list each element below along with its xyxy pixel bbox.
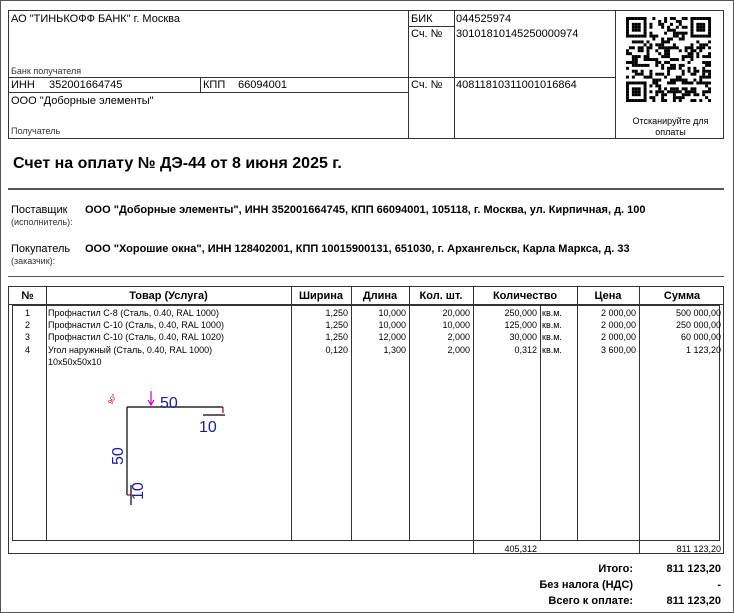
bik-label: БИК [411, 13, 433, 25]
row-length: 1,300 [383, 345, 406, 355]
footer-sum: 811 123,20 [676, 544, 721, 554]
bank-details-table [8, 10, 724, 139]
row-qty: 2,000 [447, 345, 470, 355]
dimension-side-return: 10 [130, 482, 147, 500]
row-price: 2 000,00 [600, 320, 636, 330]
row-sum: 60 000,00 [680, 332, 721, 342]
row-length: 10,000 [378, 308, 406, 318]
divider [454, 11, 455, 138]
buyer-sub: (заказчик): [11, 256, 56, 266]
row-item: Угол наружный (Сталь, 0.40, RAL 1000) [48, 345, 213, 355]
row-amount: 125,000 [504, 320, 537, 330]
row-unit: кв.м. [542, 308, 562, 318]
account-value: 40811810311001016864 [456, 79, 577, 91]
goods-table [8, 286, 724, 554]
dimension-top-flange: 50 [160, 395, 178, 412]
row-length: 10,000 [378, 320, 406, 330]
inn-label: ИНН [11, 79, 35, 91]
divider [408, 26, 454, 27]
row-qty: 10,000 [442, 320, 470, 330]
title-divider [8, 188, 724, 190]
row-unit: кв.м. [542, 345, 562, 355]
recipient-caption: Получатель [11, 126, 61, 136]
bank-name: АО "ТИНЬКОФФ БАНК" г. Москва [11, 13, 180, 25]
qr-caption-line-2: оплаты [655, 127, 686, 137]
divider [408, 77, 615, 78]
row-sum: 250 000,00 [675, 320, 721, 330]
row-number: 1 [24, 308, 30, 318]
total-value: 811 123,20 [666, 563, 721, 575]
divider [408, 11, 409, 138]
divider [200, 77, 201, 92]
dimension-side-flange: 50 [110, 447, 127, 465]
row-number: 4 [24, 345, 30, 355]
qr-code-icon[interactable] [626, 17, 711, 102]
inn-value: 352001664745 [49, 79, 123, 91]
footer-amount: 405,312 [504, 544, 537, 554]
vat-label: Без налога (НДС) [539, 579, 633, 591]
supplier-value: ООО "Доборные элементы", ИНН 352001664745, КПП 66094001, 105118, г. Москва, ул. Кирпичная, д. 100 [85, 204, 646, 216]
buyer-label: Покупатель [11, 243, 71, 255]
angle-label: 90° [107, 393, 119, 406]
dimension-top-return: 10 [199, 419, 217, 436]
col-header-item: Товар (Услуга) [129, 290, 208, 302]
col-header-width: Ширина [298, 290, 344, 302]
invoice-title: Счет на оплату № ДЭ-44 от 8 июня 2025 г. [13, 155, 342, 172]
kpp-value: 66094001 [238, 79, 287, 91]
account-label: Сч. № [411, 79, 443, 91]
divider [9, 92, 408, 93]
col-header-price: Цена [594, 290, 622, 302]
col-header-number: № [21, 290, 34, 302]
profile-drawing [93, 377, 243, 507]
recipient-name: ООО "Доборные элементы" [11, 95, 154, 107]
row-amount: 0,312 [514, 345, 537, 355]
row-qty: 20,000 [442, 308, 470, 318]
parties-divider [8, 276, 724, 277]
corr-account-value: 30101810145250000974 [456, 28, 579, 40]
total-label: Итого: [598, 563, 633, 575]
col-header-amount: Количество [492, 290, 558, 302]
row-sum: 1 123,20 [685, 345, 721, 355]
col-header-sum: Сумма [663, 290, 701, 302]
supplier-label: Поставщик [11, 204, 68, 216]
row-width: 1,250 [325, 320, 348, 330]
col-divider [46, 287, 47, 541]
row-width: 1,250 [325, 308, 348, 318]
col-header-length: Длина [362, 290, 398, 302]
col-divider [540, 305, 541, 541]
qr-caption-line-1: Отсканируйте для [632, 116, 709, 126]
buyer-value: ООО "Хорошие окна", ИНН 128402001, КПП 10015900131, 651030, г. Архангельск, Карла Маркса, д. 33 [85, 243, 630, 255]
row-sum: 500 000,00 [675, 308, 721, 318]
row-price: 2 000,00 [600, 332, 636, 342]
row-item: Профнастил С-8 (Сталь, 0.40, RAL 1000) [48, 308, 219, 318]
grand-total-label: Всего к оплате: [548, 595, 633, 607]
col-header-qty: Кол. шт. [419, 290, 463, 302]
header-divider [9, 304, 723, 305]
row-qty: 2,000 [447, 332, 470, 342]
supplier-sub: (исполнитель): [11, 217, 73, 227]
row-item: Профнастил С-10 (Сталь, 0.40, RAL 1000) [48, 320, 224, 330]
row-unit: кв.м. [542, 320, 562, 330]
bik-value: 044525974 [456, 13, 512, 25]
row-width: 1,250 [325, 332, 348, 342]
row-number: 3 [24, 332, 30, 342]
row-amount: 250,000 [504, 308, 537, 318]
row-amount: 30,000 [509, 332, 537, 342]
row-price: 3 600,00 [600, 345, 636, 355]
row-unit: кв.м. [542, 332, 562, 342]
row-width: 0,120 [325, 345, 348, 355]
kpp-label: КПП [203, 79, 226, 91]
row-item-dimensions: 10x50x50x10 [48, 357, 102, 367]
row-item: Профнастил С-10 (Сталь, 0.40, RAL 1020) [48, 332, 224, 342]
row-number: 2 [24, 320, 30, 330]
corr-account-label: Сч. № [411, 28, 443, 40]
bank-caption: Банк получателя [11, 66, 82, 76]
divider [9, 77, 408, 78]
row-price: 2 000,00 [600, 308, 636, 318]
grand-total-value: 811 123,20 [666, 595, 721, 607]
row-length: 12,000 [378, 332, 406, 342]
vat-value: - [717, 579, 721, 591]
